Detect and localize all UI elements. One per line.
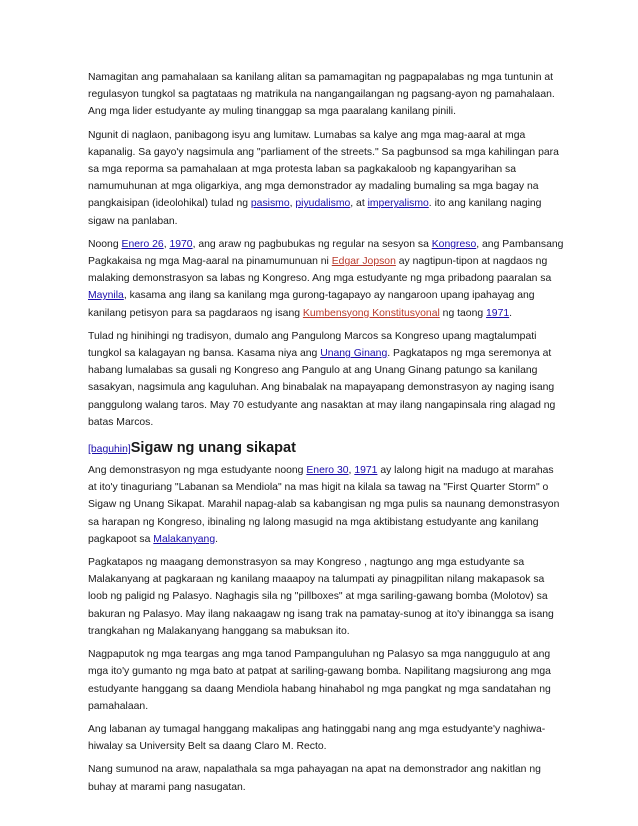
link-edgar-jopson[interactable]: Edgar Jopson	[331, 256, 396, 268]
section-heading	[88, 437, 564, 461]
link-imperyalismo[interactable]: imperyalismo	[367, 198, 429, 210]
link-1970[interactable]: 1970	[169, 238, 193, 250]
link-malakanyang[interactable]: Malakanyang	[153, 533, 216, 545]
text: ng taong	[439, 307, 487, 319]
text: . ito ang kanilang naging sigaw na panlaban.	[88, 198, 542, 227]
paragraph-1: Namagitan ang pamahalaan sa kanilang alitan sa pamamagitan ng pagpapalabas ng mga tuntunin at regulasyon tungkol sa pagtataas ng matrikula na nangangailangan ng pagsang-ayon ng pamahalaan. Ang mga lider estudyante ay muling tinanggap sa mga paaralang kanilang pinili.	[88, 72, 555, 118]
paragraph-9: Nang sumunod na araw, napalathala sa mga pahayagan na apat na demonstrador ang nakitlan ng buhay at marami pang nasugatan.	[88, 764, 541, 793]
section-title: Sigaw ng unang sikapat	[130, 440, 296, 457]
text: , at	[350, 198, 368, 210]
paragraph-7: Nagpaputok ng mga teargas ang mga tanod Pampanguluhan ng Palasyo sa mga nanggugulo at ang mga ito'y gumanto ng mga bato at patpat at sariling-gawang bomba. Napilitang magsiurong ang mga estudyante hanggang sa daang Mendiola habang hinahabol ng mga pangkat ng mga sandatahan ng pamahalaan.	[88, 649, 551, 712]
link-unang-ginang[interactable]: Unang Ginang	[320, 348, 388, 360]
paragraph-3	[88, 236, 564, 322]
text: , ang Pambansang Pagkakaisa ng mga Mag-aaral na pinamumunuan ni	[88, 238, 564, 268]
text: ,	[163, 238, 170, 250]
text: , kasama ang ilang sa kanilang mga gurong-tagapayo ay nangaroon upang ipahayag ang kanilang petisyon para sa pagdaraos ng isang	[88, 290, 535, 319]
article-content	[88, 69, 564, 802]
text: .	[215, 533, 218, 545]
paragraph-4	[88, 328, 564, 431]
link-kumbensyong-konstitusyonal[interactable]: Kumbensyong Konstitusyonal	[302, 307, 440, 319]
link-kongreso[interactable]: Kongreso	[431, 238, 477, 250]
link-1971-b[interactable]: 1971	[354, 465, 378, 477]
link-pasismo[interactable]: pasismo	[250, 198, 290, 210]
paragraph-2	[88, 127, 564, 230]
text: ay nagtipun-tipon at nagdaos ng malaking demonstrasyon sa labas ng Kongreso. Ang mga estudyante ng mga pribadong paaralan sa	[88, 256, 552, 285]
edit-section-link[interactable]: [baguhin]	[88, 444, 131, 456]
text: ,	[348, 465, 355, 477]
text: Tulad ng hinihingi ng tradisyon, dumalo ang Pangulong Marcos sa Kongreso upang magtalumpati tungkol sa kalagayan ng bansa. Kasama niya ang	[88, 330, 537, 360]
text: ,	[289, 198, 296, 210]
link-maynila[interactable]: Maynila	[88, 290, 124, 302]
text: Ang demonstrasyon ng mga estudyante noong	[88, 465, 307, 477]
paragraph-6: Pagkatapos ng maagang demonstrasyon sa may Kongreso , nagtungo ang mga estudyante sa Malakanyang at pagkaraan ng kanilang maaapoy na talumpati ay pinagpilitan nilang makapasok sa loob ng paligid ng Palasyo. Naghagis sila ng "pillboxes" at mga sariling-gawang bomba (Molotov) sa bakuran ng Palasyo. May ilang nakaagaw ng isang trak na pamatay-sunog at ito'y ibinangga sa isang trangkahan ng Malakanyang hanggang sa mabuksan ito.	[88, 557, 554, 637]
link-piyudalismo[interactable]: piyudalismo	[295, 198, 351, 210]
link-1971[interactable]: 1971	[486, 307, 510, 319]
text: Noong	[88, 238, 122, 250]
link-enero-30[interactable]: Enero 30	[306, 465, 349, 477]
text: ay lalong higit na madugo at marahas at ito'y tinaguriang "Labanan sa Mendiola" na mas higit na kilala sa tawag na "First Quarter Storm" o Sigaw ng Unang Sikapat. Marahil napag-alab sa kabangisan ng mga pulis sa naunang demonstrasyon sa harapan ng Kongreso, ibinaling ng lalong masugid na mga aktibistang estudyante ang kanilang pagkapoot sa	[88, 465, 560, 545]
text: Ngunit di naglaon, panibagong isyu ang lumitaw. Lumabas sa kalye ang mga mag-aaral at mga kapanalig. Sa gayo'y nagsimula ang "parliament of the streets." Sa pagbunsod sa mga kahilingan para sa mga reporma sa pamahalaan at mga protesta laban sa pagkakaloob ng kapangyarihan sa namumuhunan at mga oligarkiya, ang mga demonstrador ay madaling bumaling sa mga bagay na pangkaisipan (ideolohikal) tulad ng	[88, 129, 559, 210]
link-enero-26[interactable]: Enero 26	[121, 238, 164, 250]
text: . Pagkatapos ng mga seremonya at habang lumalabas sa gusali ng Kongreso ang Pangulo at ang Unang Ginang patungo sa kanilang sasakyan, nagsimula ang kaguluhan. Ang binabalak na mapayapang demonstrasyon ay naging isang panggulong walang taros. May 70 estudyante ang nasaktan at may ilang nangapinsala ring alagad ng batas Marcos.	[88, 348, 556, 428]
paragraph-5	[88, 462, 564, 548]
text: .	[509, 307, 513, 319]
paragraph-8: Ang labanan ay tumagal hanggang makalipas ang hatinggabi nang ang mga estudyante'y naghiwa-hiwalay sa University Belt sa daang Claro M. Recto.	[88, 723, 546, 753]
text: , ang araw ng pagbubukas ng regular na sesyon sa	[192, 238, 432, 250]
